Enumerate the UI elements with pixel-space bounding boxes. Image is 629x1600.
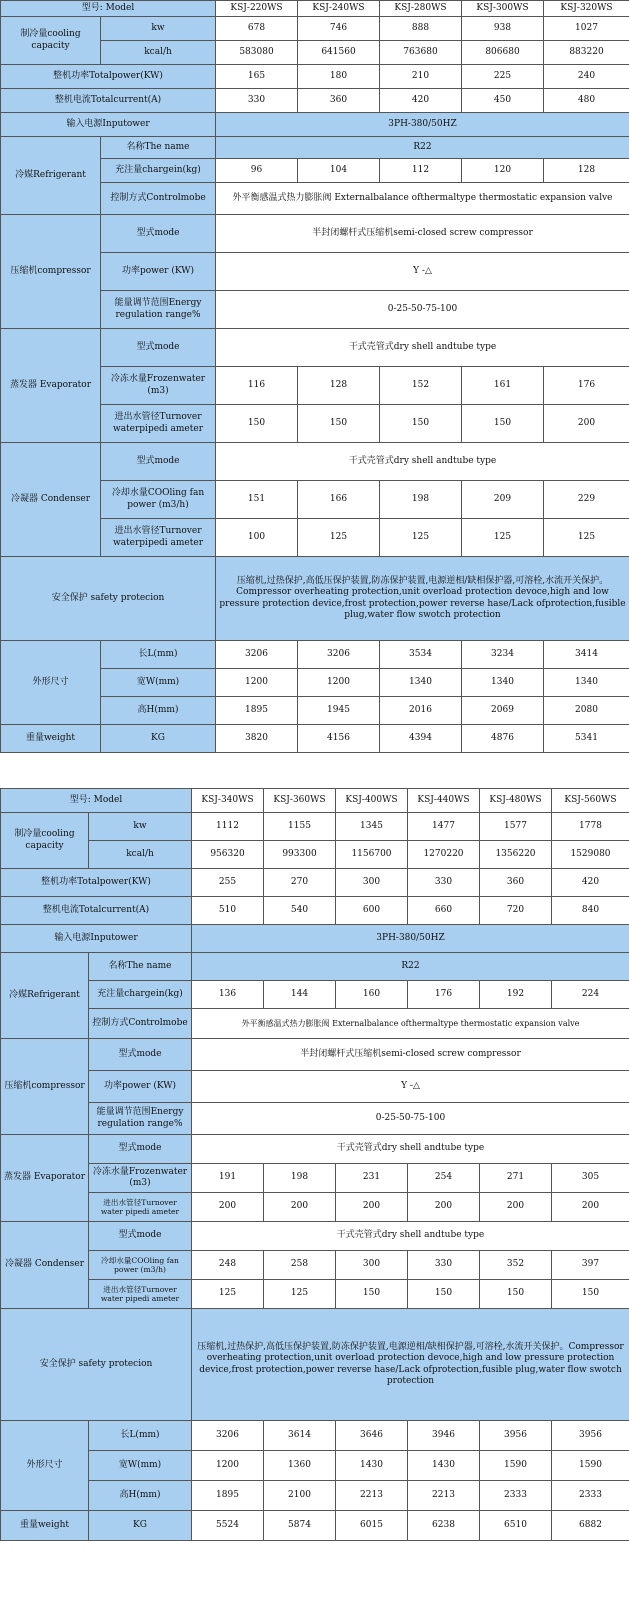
table-row bbox=[1, 1103, 629, 1135]
cell: 2069 bbox=[462, 697, 544, 725]
cell: 270 bbox=[264, 869, 336, 897]
safety-value: 压缩机,过热保护,高低压保护装置,防冻保护装置,电源逆相/缺相保护器,可溶栓,水流开关保护。Compressor overheating protection,unit overload protection devoce,high and low pressure protection device,frost protection,power reverse hase/Lack ofprotection,fusible plug,water flow swotch protection bbox=[216, 557, 629, 641]
ref-name-value: R22 bbox=[216, 137, 629, 159]
cell: 271 bbox=[480, 1164, 552, 1193]
cell: 600 bbox=[336, 897, 408, 925]
cell: 300 bbox=[336, 869, 408, 897]
cell: 2333 bbox=[552, 1481, 629, 1511]
cell: 6015 bbox=[336, 1511, 408, 1541]
cell: 4876 bbox=[462, 725, 544, 753]
input-power-label: 输入电源Inputower bbox=[1, 925, 192, 953]
cell: 1477 bbox=[408, 813, 480, 841]
cell: 176 bbox=[408, 981, 480, 1009]
height-label: 高H(mm) bbox=[89, 1481, 192, 1511]
cell: 200 bbox=[192, 1193, 264, 1222]
width-label: 宽W(mm) bbox=[101, 669, 216, 697]
cell: 1340 bbox=[544, 669, 629, 697]
comp-type-label: 型式mode bbox=[89, 1039, 192, 1071]
cell: 198 bbox=[264, 1164, 336, 1193]
energy-value: 0-25-50-75-100 bbox=[192, 1103, 629, 1135]
model-header: 型号: Model bbox=[1, 789, 192, 813]
table-row bbox=[1, 215, 629, 253]
table-row bbox=[1, 329, 629, 367]
cell: 240 bbox=[544, 65, 629, 89]
evap-type-label: 型式mode bbox=[101, 329, 216, 367]
cell: 6238 bbox=[408, 1511, 480, 1541]
evap-pipe-label: 进出水管径Turnover water pipedi ameter bbox=[89, 1193, 192, 1222]
control-label: 控制方式Controlmobe bbox=[101, 183, 216, 215]
cell: 225 bbox=[462, 65, 544, 89]
cooling-capacity-label: 制冷量cooling capacity bbox=[1, 813, 89, 869]
cell: 450 bbox=[462, 89, 544, 113]
cell: 641560 bbox=[298, 41, 380, 65]
cell: 2213 bbox=[408, 1481, 480, 1511]
model-name: KSJ-240WS bbox=[298, 1, 380, 17]
cell: 6882 bbox=[552, 1511, 629, 1541]
total-current-label: 整机电流Totalcurrent(A) bbox=[1, 89, 216, 113]
cell: 1156700 bbox=[336, 841, 408, 869]
cell: 938 bbox=[462, 17, 544, 41]
cell: 2016 bbox=[380, 697, 462, 725]
cell: 806680 bbox=[462, 41, 544, 65]
table-row bbox=[1, 1222, 629, 1251]
cell: 144 bbox=[264, 981, 336, 1009]
cell: 763680 bbox=[380, 41, 462, 65]
cell: 993300 bbox=[264, 841, 336, 869]
cell: 192 bbox=[480, 981, 552, 1009]
cell: 1430 bbox=[336, 1451, 408, 1481]
cell: 1577 bbox=[480, 813, 552, 841]
height-label: 高H(mm) bbox=[101, 697, 216, 725]
cell: 360 bbox=[480, 869, 552, 897]
table-row bbox=[1, 897, 629, 925]
model-name: KSJ-280WS bbox=[380, 1, 462, 17]
cell: 160 bbox=[336, 981, 408, 1009]
charge-label: 充注量chargein(kg) bbox=[101, 159, 216, 183]
cell: 5524 bbox=[192, 1511, 264, 1541]
evaporator-label: 蒸发器 Evaporator bbox=[1, 329, 101, 443]
model-name: KSJ-320WS bbox=[544, 1, 629, 17]
cell: 1356220 bbox=[480, 841, 552, 869]
cell: 720 bbox=[480, 897, 552, 925]
total-power-label: 整机功率Totalpower(KW) bbox=[1, 869, 192, 897]
cell: 3946 bbox=[408, 1421, 480, 1451]
cell: 1340 bbox=[462, 669, 544, 697]
cooling-water-label: 冷却水量COOling fan power (m3/h) bbox=[89, 1251, 192, 1280]
comp-power-value: Y -△ bbox=[192, 1071, 629, 1103]
table-row bbox=[1, 1280, 629, 1309]
model-name: KSJ-300WS bbox=[462, 1, 544, 17]
evap-type-label: 型式mode bbox=[89, 1135, 192, 1164]
comp-power-label: 功率power (KW) bbox=[101, 253, 216, 291]
cell: 254 bbox=[408, 1164, 480, 1193]
cell: 258 bbox=[264, 1251, 336, 1280]
cell: 150 bbox=[462, 405, 544, 443]
evaporator-label: 蒸发器 Evaporator bbox=[1, 1135, 89, 1222]
cell: 888 bbox=[380, 17, 462, 41]
cell: 125 bbox=[380, 519, 462, 557]
cell: 330 bbox=[216, 89, 298, 113]
table-row bbox=[1, 1, 629, 17]
cell: 3234 bbox=[462, 641, 544, 669]
cell: 397 bbox=[552, 1251, 629, 1280]
cell: 660 bbox=[408, 897, 480, 925]
cell: 120 bbox=[462, 159, 544, 183]
cell: 1529080 bbox=[552, 841, 629, 869]
evap-type-value: 干式壳管式dry shell andtube type bbox=[192, 1135, 629, 1164]
cell: 152 bbox=[380, 367, 462, 405]
charge-label: 充注量chargein(kg) bbox=[89, 981, 192, 1009]
energy-label: 能量调节范围Energy regulation range% bbox=[89, 1103, 192, 1135]
total-current-label: 整机电流Totalcurrent(A) bbox=[1, 897, 192, 925]
model-name: KSJ-340WS bbox=[192, 789, 264, 813]
cell: 678 bbox=[216, 17, 298, 41]
model-name: KSJ-560WS bbox=[552, 789, 629, 813]
cond-type-label: 型式mode bbox=[89, 1222, 192, 1251]
model-name: KSJ-400WS bbox=[336, 789, 408, 813]
cond-type-label: 型式mode bbox=[101, 443, 216, 481]
weight-label: 重量weight bbox=[1, 725, 101, 753]
width-label: 宽W(mm) bbox=[89, 1451, 192, 1481]
condenser-label: 冷凝器 Condenser bbox=[1, 1222, 89, 1309]
cell: 150 bbox=[336, 1280, 408, 1309]
dimensions-label: 外形尺寸 bbox=[1, 641, 101, 725]
table-row bbox=[1, 1251, 629, 1280]
cell: 1360 bbox=[264, 1451, 336, 1481]
cell: 352 bbox=[480, 1251, 552, 1280]
unit-kw: kw bbox=[101, 17, 216, 41]
unit-kw: kw bbox=[89, 813, 192, 841]
cell: 2333 bbox=[480, 1481, 552, 1511]
cell: 112 bbox=[380, 159, 462, 183]
model-name: KSJ-480WS bbox=[480, 789, 552, 813]
table-row bbox=[1, 869, 629, 897]
safety-label: 安全保护 safety protecion bbox=[1, 1309, 192, 1421]
cell: 150 bbox=[480, 1280, 552, 1309]
input-power-value: 3PH-380/50HZ bbox=[216, 113, 629, 137]
cell: 125 bbox=[264, 1280, 336, 1309]
cell: 4394 bbox=[380, 725, 462, 753]
cell: 231 bbox=[336, 1164, 408, 1193]
cell: 3206 bbox=[216, 641, 298, 669]
table-row bbox=[1, 65, 629, 89]
cell: 1340 bbox=[380, 669, 462, 697]
cell: 330 bbox=[408, 869, 480, 897]
table-row bbox=[1, 1039, 629, 1071]
cell: 1027 bbox=[544, 17, 629, 41]
cell: 248 bbox=[192, 1251, 264, 1280]
cell: 200 bbox=[336, 1193, 408, 1222]
dimensions-label: 外形尺寸 bbox=[1, 1421, 89, 1511]
cell: 166 bbox=[298, 481, 380, 519]
table-row bbox=[1, 1009, 629, 1039]
cond-pipe-label: 进出水管径Turnover water pipedi ameter bbox=[89, 1280, 192, 1309]
table-row bbox=[1, 981, 629, 1009]
cell: 1895 bbox=[216, 697, 298, 725]
cell: 198 bbox=[380, 481, 462, 519]
cell: 100 bbox=[216, 519, 298, 557]
table-row bbox=[1, 557, 629, 641]
table-row bbox=[1, 1421, 629, 1451]
table-row bbox=[1, 925, 629, 953]
weight-label: 重量weight bbox=[1, 1511, 89, 1541]
cell: 96 bbox=[216, 159, 298, 183]
cell: 3820 bbox=[216, 725, 298, 753]
cell: 6510 bbox=[480, 1511, 552, 1541]
cell: 5874 bbox=[264, 1511, 336, 1541]
cell: 3206 bbox=[192, 1421, 264, 1451]
ref-name-label: 名称The name bbox=[89, 953, 192, 981]
cell: 128 bbox=[298, 367, 380, 405]
length-label: 长L(mm) bbox=[101, 641, 216, 669]
unit-kcal: kcal/h bbox=[89, 841, 192, 869]
cell: 180 bbox=[298, 65, 380, 89]
cell: 125 bbox=[298, 519, 380, 557]
cell: 150 bbox=[298, 405, 380, 443]
cond-type-value: 干式壳管式dry shell andtube type bbox=[216, 443, 629, 481]
table-row bbox=[1, 1164, 629, 1193]
table-row bbox=[1, 1511, 629, 1541]
cell: 583080 bbox=[216, 41, 298, 65]
cell: 1200 bbox=[298, 669, 380, 697]
cell: 360 bbox=[298, 89, 380, 113]
cell: 305 bbox=[552, 1164, 629, 1193]
ref-name-label: 名称The name bbox=[101, 137, 216, 159]
comp-type-value: 半封闭螺杆式压缩机semi-closed screw compressor bbox=[192, 1039, 629, 1071]
table-row bbox=[1, 1193, 629, 1222]
table-row bbox=[1, 641, 629, 669]
cell: 420 bbox=[380, 89, 462, 113]
cell: 150 bbox=[216, 405, 298, 443]
evap-type-value: 干式壳管式dry shell andtube type bbox=[216, 329, 629, 367]
cell: 200 bbox=[480, 1193, 552, 1222]
energy-value: 0-25-50-75-100 bbox=[216, 291, 629, 329]
cond-pipe-label: 进出水管径Turnover waterpipedi ameter bbox=[101, 519, 216, 557]
weight-unit: KG bbox=[101, 725, 216, 753]
cell: 2100 bbox=[264, 1481, 336, 1511]
table-row bbox=[1, 1135, 629, 1164]
cell: 151 bbox=[216, 481, 298, 519]
cell: 128 bbox=[544, 159, 629, 183]
cell: 330 bbox=[408, 1251, 480, 1280]
spec-table-1 bbox=[0, 0, 629, 753]
refrigerant-label: 冷媒Refrigerant bbox=[1, 953, 89, 1039]
energy-label: 能量调节范围Energy regulation range% bbox=[101, 291, 216, 329]
model-header: 型号: Model bbox=[1, 1, 216, 17]
frozen-water-label: 冷冻水量Frozenwater (m3) bbox=[101, 367, 216, 405]
cell: 229 bbox=[544, 481, 629, 519]
table-row bbox=[1, 1309, 629, 1421]
safety-label: 安全保护 safety protecion bbox=[1, 557, 216, 641]
cell: 116 bbox=[216, 367, 298, 405]
model-name: KSJ-360WS bbox=[264, 789, 336, 813]
cell: 2213 bbox=[336, 1481, 408, 1511]
cell: 3206 bbox=[298, 641, 380, 669]
cell: 883220 bbox=[544, 41, 629, 65]
cell: 136 bbox=[192, 981, 264, 1009]
cell: 191 bbox=[192, 1164, 264, 1193]
cell: 150 bbox=[552, 1280, 629, 1309]
cell: 1895 bbox=[192, 1481, 264, 1511]
cell: 510 bbox=[192, 897, 264, 925]
cell: 210 bbox=[380, 65, 462, 89]
cooling-capacity-label: 制冷量cooling capacity bbox=[1, 17, 101, 65]
weight-unit: KG bbox=[89, 1511, 192, 1541]
cell: 209 bbox=[462, 481, 544, 519]
cell: 200 bbox=[552, 1193, 629, 1222]
model-name: KSJ-220WS bbox=[216, 1, 298, 17]
cell: 150 bbox=[408, 1280, 480, 1309]
length-label: 长L(mm) bbox=[89, 1421, 192, 1451]
cell: 746 bbox=[298, 17, 380, 41]
table-row bbox=[1, 1071, 629, 1103]
evap-pipe-label: 进出水管径Turnover waterpipedi ameter bbox=[101, 405, 216, 443]
cell: 3956 bbox=[552, 1421, 629, 1451]
unit-kcal: kcal/h bbox=[101, 41, 216, 65]
table-row bbox=[1, 1451, 629, 1481]
total-power-label: 整机功率Totalpower(KW) bbox=[1, 65, 216, 89]
comp-power-value: Y -△ bbox=[216, 253, 629, 291]
refrigerant-label: 冷媒Refrigerant bbox=[1, 137, 101, 215]
cell: 5341 bbox=[544, 725, 629, 753]
model-name: KSJ-440WS bbox=[408, 789, 480, 813]
cell: 840 bbox=[552, 897, 629, 925]
control-value: 外平衡感温式热力膨胀阀 Externalbalance ofthermaltype thermostatic expansion valve bbox=[192, 1009, 629, 1039]
cell: 1778 bbox=[552, 813, 629, 841]
cell: 1590 bbox=[552, 1451, 629, 1481]
cell: 480 bbox=[544, 89, 629, 113]
comp-power-label: 功率power (KW) bbox=[89, 1071, 192, 1103]
cell: 150 bbox=[380, 405, 462, 443]
cell: 224 bbox=[552, 981, 629, 1009]
cell: 1200 bbox=[216, 669, 298, 697]
spec-table-2 bbox=[0, 788, 629, 1541]
cell: 200 bbox=[264, 1193, 336, 1222]
frozen-water-label: 冷冻水量Frozenwater (m3) bbox=[89, 1164, 192, 1193]
cell: 1200 bbox=[192, 1451, 264, 1481]
cell: 1945 bbox=[298, 697, 380, 725]
input-power-label: 输入电源Inputower bbox=[1, 113, 216, 137]
cell: 125 bbox=[544, 519, 629, 557]
cell: 3956 bbox=[480, 1421, 552, 1451]
comp-type-label: 型式mode bbox=[101, 215, 216, 253]
cell: 420 bbox=[552, 869, 629, 897]
cell: 1155 bbox=[264, 813, 336, 841]
table-row bbox=[1, 137, 629, 159]
cell: 3534 bbox=[380, 641, 462, 669]
cell: 4156 bbox=[298, 725, 380, 753]
cell: 3646 bbox=[336, 1421, 408, 1451]
table-row bbox=[1, 953, 629, 981]
compressor-label: 压缩机compressor bbox=[1, 215, 101, 329]
cell: 104 bbox=[298, 159, 380, 183]
table-row bbox=[1, 443, 629, 481]
table-row bbox=[1, 89, 629, 113]
cell: 2080 bbox=[544, 697, 629, 725]
cell: 125 bbox=[462, 519, 544, 557]
cell: 176 bbox=[544, 367, 629, 405]
compressor-label: 压缩机compressor bbox=[1, 1039, 89, 1135]
cell: 1590 bbox=[480, 1451, 552, 1481]
cell: 540 bbox=[264, 897, 336, 925]
cell: 125 bbox=[192, 1280, 264, 1309]
input-power-value: 3PH-380/50HZ bbox=[192, 925, 629, 953]
table-row bbox=[1, 789, 629, 813]
condenser-label: 冷凝器 Condenser bbox=[1, 443, 101, 557]
section-gap bbox=[0, 770, 629, 788]
table-row bbox=[1, 841, 629, 869]
cell: 200 bbox=[544, 405, 629, 443]
control-label: 控制方式Controlmobe bbox=[89, 1009, 192, 1039]
table-row bbox=[1, 113, 629, 137]
cell: 3414 bbox=[544, 641, 629, 669]
cell: 1430 bbox=[408, 1451, 480, 1481]
cell: 300 bbox=[336, 1251, 408, 1280]
cell: 3614 bbox=[264, 1421, 336, 1451]
cell: 956320 bbox=[192, 841, 264, 869]
cell: 1345 bbox=[336, 813, 408, 841]
cooling-water-label: 冷却水量COOling fan power (m3/h) bbox=[101, 481, 216, 519]
cell: 1112 bbox=[192, 813, 264, 841]
table-row bbox=[1, 1481, 629, 1511]
cell: 165 bbox=[216, 65, 298, 89]
cond-type-value: 干式壳管式dry shell andtube type bbox=[192, 1222, 629, 1251]
ref-name-value: R22 bbox=[192, 953, 629, 981]
cell: 255 bbox=[192, 869, 264, 897]
table-row bbox=[1, 725, 629, 753]
safety-value: 压缩机,过热保护,高低压保护装置,防冻保护装置,电源逆相/缺相保护器,可溶栓,水流开关保护。Compressor overheating protection,unit overload protection devoce,high and low pressure protection device,frost protection,power reverse hase/Lack ofprotection,fusible plug,water flow swotch protection bbox=[192, 1309, 629, 1421]
control-value: 外平衡感温式热力膨胀阀 Externalbalance ofthermaltype thermostatic expansion valve bbox=[216, 183, 629, 215]
cell: 200 bbox=[408, 1193, 480, 1222]
cell: 1270220 bbox=[408, 841, 480, 869]
comp-type-value: 半封闭螺杆式压缩机semi-closed screw compressor bbox=[216, 215, 629, 253]
cell: 161 bbox=[462, 367, 544, 405]
table-row bbox=[1, 17, 629, 41]
table-row bbox=[1, 813, 629, 841]
